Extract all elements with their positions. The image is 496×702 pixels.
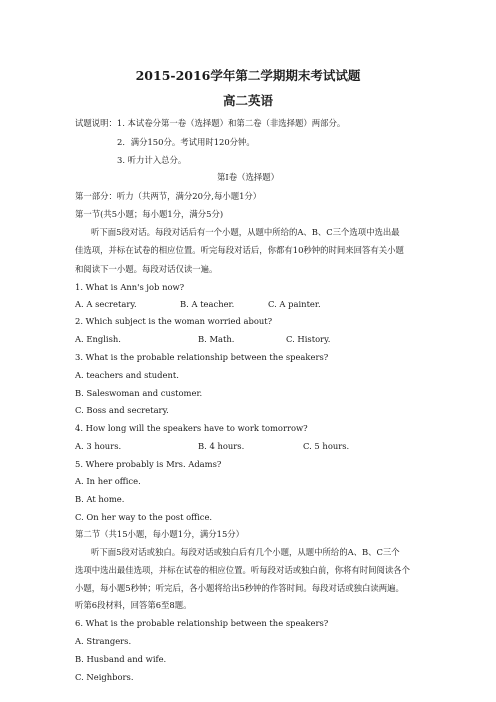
option-a: A. 3 hours. [75,441,122,451]
exam-title: 2015-2016学年第二学期期末考试试题 [135,68,361,83]
instruction-line-1: 试题说明：1. 本试卷分第一卷（选择题）和第二卷（非选择题）两部分。 [75,118,346,128]
option-b: B. Husband and wife. [75,654,167,664]
section-heading: 第二节（共15小题，每小题1分，满分15分） [75,529,245,539]
option-c: C. Neighbors. [75,672,134,682]
question-stem: 1. What is Ann's job now? [75,282,185,292]
question-stem: 5. Where probably is Mrs. Adams? [75,459,222,469]
option-a: A. English. [75,334,121,344]
option-c: C. History. [286,334,331,344]
directions-line: 听下面5段对话。每段对话后有一个小题，从题中所给的A、B、C三个选项中选出最 [91,227,400,237]
instruction-line-3: 3. 听力计入总分。 [117,155,187,165]
directions-line: 听下面5段对话或独白。每段对话或独白后有几个小题，从题中所给的A、B、C三个 [91,547,400,557]
volume-heading: 第Ⅰ卷（选择题） [217,172,279,182]
option-a: A. A secretary. [75,299,137,309]
option-b: B. Saleswoman and customer. [75,388,203,398]
option-a: A. In her office. [75,476,141,486]
question-stem: 3. What is the probable relationship between the speakers? [75,352,329,362]
option-a: A. teachers and student. [75,370,179,380]
directions-line: 佳选项，并标在试卷的相应位置。听完每段对话后，你都有10秒钟的时间来回答有关小题 [75,245,404,255]
option-c: C. Boss and secretary. [75,405,169,415]
instruction-line-2: 2．满分150分。考试用时120分钟。 [117,137,255,147]
option-c: C. On her way to the post office. [75,512,213,522]
option-b: B. At home. [75,494,125,504]
question-stem: 2. Which subject is the woman worried about? [75,316,273,326]
option-b: B. 4 hours. [198,441,245,451]
directions-line: 选项中选出最佳选项，并标在试卷的相应位置。听每段对话或独白前，你将有时间阅读各个 [75,565,410,575]
question-stem: 6. What is the probable relationship between the speakers? [75,618,329,628]
option-c: C. 5 hours. [303,441,350,451]
option-b: B. A teacher. [180,299,235,309]
part-heading: 第一部分：听力（共两节，满分20分,每小题1分） [75,191,262,201]
option-a: A. Strangers. [75,636,132,646]
section-heading: 第一节(共5小题；每小题1分，满分5分) [75,209,224,219]
option-c: C. A painter. [268,299,321,309]
directions-line: 和阅读下一小题。每段对话仅读一遍。 [75,264,218,274]
question-stem: 4. How long will the speakers have to work tomorrow? [75,423,308,433]
directions-line: 小题，每小题5秒钟；听完后，各小题将给出5秒钟的作答时间。每段对话或独白读两遍。 [75,583,404,593]
exam-subject: 高二英语 [222,93,273,108]
material-note: 听第6段材料，回答第6至8题。 [75,600,192,610]
option-b: B. Math. [198,334,235,344]
